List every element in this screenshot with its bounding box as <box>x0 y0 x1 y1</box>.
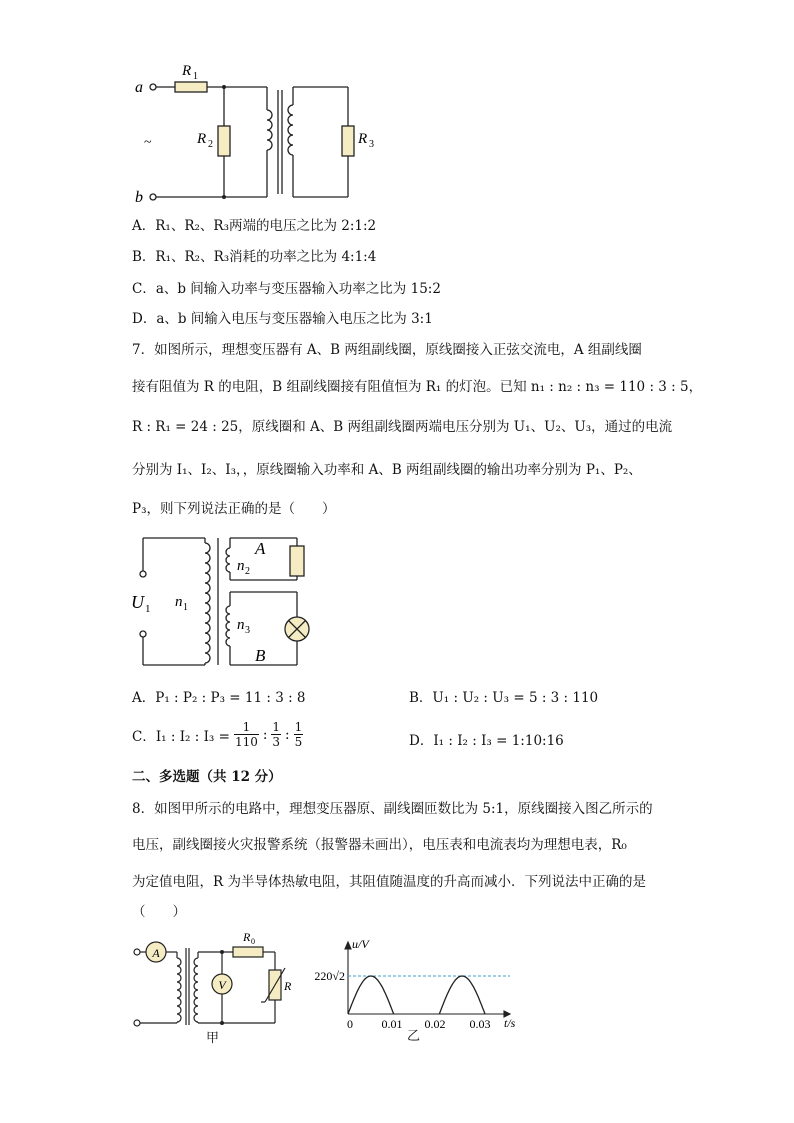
r0-label-sub: 0 <box>251 937 255 946</box>
voltmeter-label: V <box>218 978 226 992</box>
section-heading: 二、多选题（共 12 分） <box>132 769 282 785</box>
figure-3-caption: 甲 <box>206 1031 220 1046</box>
u1-label-sub: 1 <box>145 603 151 615</box>
q6-option-d[interactable]: D．a、b 间输入电压与变压器输入电压之比为 3:1 <box>132 311 433 327</box>
peak-label: 220√2 <box>314 969 345 983</box>
figure-1-circuit <box>120 60 400 210</box>
q7-text-line-3: R : R₁ = 24 : 25，原线圈和 A、B 两组副线圈两端电压分别为 U₁、U₂、U₃，通过的电流 <box>132 419 673 435</box>
n1-label: n <box>175 594 183 610</box>
q6-option-a[interactable]: A．R₁、R₂、R₃两端的电压之比为 2:1:2 <box>132 218 377 234</box>
colon-sep: : <box>262 726 268 743</box>
q8-text-line-1: 8．如图甲所示的电路中，理想变压器原、副线圈匝数比为 5:1，原线圈接入图乙所示的 <box>132 801 653 817</box>
terminal-a-label: a <box>135 79 143 96</box>
figure-4-voltage-chart <box>300 930 530 1040</box>
voltage-curves <box>348 976 485 1014</box>
tick-0: 0 <box>347 1017 353 1031</box>
fraction-3 <box>294 720 304 749</box>
q7-option-c[interactable] <box>132 720 303 749</box>
r3-label-sub: 3 <box>369 139 374 150</box>
q7-text-line-5: P₃，则下列说法正确的是（ ） <box>132 501 336 517</box>
n2-label: n <box>237 558 245 574</box>
r1-label-sub: 1 <box>193 71 198 82</box>
x-axis-label: t/s <box>504 1016 516 1030</box>
y-axis-arrow <box>345 942 351 949</box>
r2-label: R <box>197 131 207 147</box>
r-label: R <box>284 979 292 993</box>
r3-label: R <box>358 131 368 147</box>
fraction-2 <box>271 720 281 749</box>
n3-label: n <box>237 617 245 633</box>
figure-4-caption: 乙 <box>407 1029 421 1044</box>
r0-label: R <box>243 930 251 944</box>
figure-3-circuit <box>125 928 305 1043</box>
q6-option-b[interactable]: B．R₁、R₂、R₃消耗的功率之比为 4:1:4 <box>132 249 377 265</box>
tick-002: 0.02 <box>424 1017 446 1031</box>
coil-a-label: A <box>255 539 266 558</box>
q8-text-line-3: 为定值电阻，R 为半导体热敏电阻，其阻值随温度的升高而减小．下列说法中正确的是 <box>132 874 646 890</box>
q6-option-c[interactable]: C．a、b 间输入功率与变压器输入功率之比为 15:2 <box>132 281 441 297</box>
q8-text-line-4: （ ） <box>132 904 186 920</box>
q7-option-c-prefix: C．I₁ : I₂ : I₃ = <box>132 728 230 745</box>
r2-label-sub: 2 <box>208 139 213 150</box>
half-wave-1 <box>348 976 394 1014</box>
tick-001: 0.01 <box>381 1017 403 1031</box>
q7-option-d[interactable]: D．I₁ : I₂ : I₃ = 1:10:16 <box>409 733 564 749</box>
fraction-3-num: 1 <box>294 720 303 734</box>
y-axis-label: u/V <box>352 937 369 951</box>
fraction-1-den: 110 <box>234 735 258 749</box>
q7-text-line-4: 分别为 I₁、I₂、I₃，，原线圈输入功率和 A、B 两组副线圈的输出功率分别为 P₁、P₂、 <box>132 462 642 478</box>
ac-source-symbol: ~ <box>144 135 152 150</box>
fraction-2-num: 1 <box>272 720 281 734</box>
n2-label-sub: 2 <box>245 566 250 577</box>
fraction-1 <box>234 720 259 749</box>
half-wave-2 <box>439 976 485 1014</box>
r1-label: R <box>182 63 192 79</box>
u1-label: U <box>131 592 144 612</box>
fraction-1-num: 1 <box>242 720 251 734</box>
figure-2-transformer <box>125 528 325 673</box>
fraction-2-den: 3 <box>272 735 281 749</box>
fraction-3-den: 5 <box>294 735 303 749</box>
ammeter-label: A <box>152 946 160 960</box>
tick-003: 0.03 <box>469 1017 491 1031</box>
colon-sep: : <box>285 726 290 743</box>
q7-option-b[interactable]: B．U₁ : U₂ : U₃ = 5 : 3 : 110 <box>409 690 599 706</box>
q7-text-line-2: 接有阻值为 R 的电阻，B 组副线圈接有阻值恒为 R₁ 的灯泡。已知 n₁ : n₂ : n₃ = 110 : 3 : 5， <box>132 379 703 395</box>
n3-label-sub: 3 <box>245 625 250 636</box>
q7-text-line-1: 7．如图所示，理想变压器有 A、B 两组副线圈，原线圈接入正弦交流电，A 组副线圈 <box>132 342 642 358</box>
coil-b-label: B <box>255 646 266 665</box>
n1-label-sub: 1 <box>183 602 188 613</box>
terminal-b-label: b <box>135 189 143 206</box>
q7-option-a[interactable]: A．P₁ : P₂ : P₃ = 11 : 3 : 8 <box>132 690 306 706</box>
q8-text-line-2: 电压，副线圈接火灾报警系统（报警器未画出），电压表和电流表均为理想电表，R₀ <box>132 837 627 853</box>
